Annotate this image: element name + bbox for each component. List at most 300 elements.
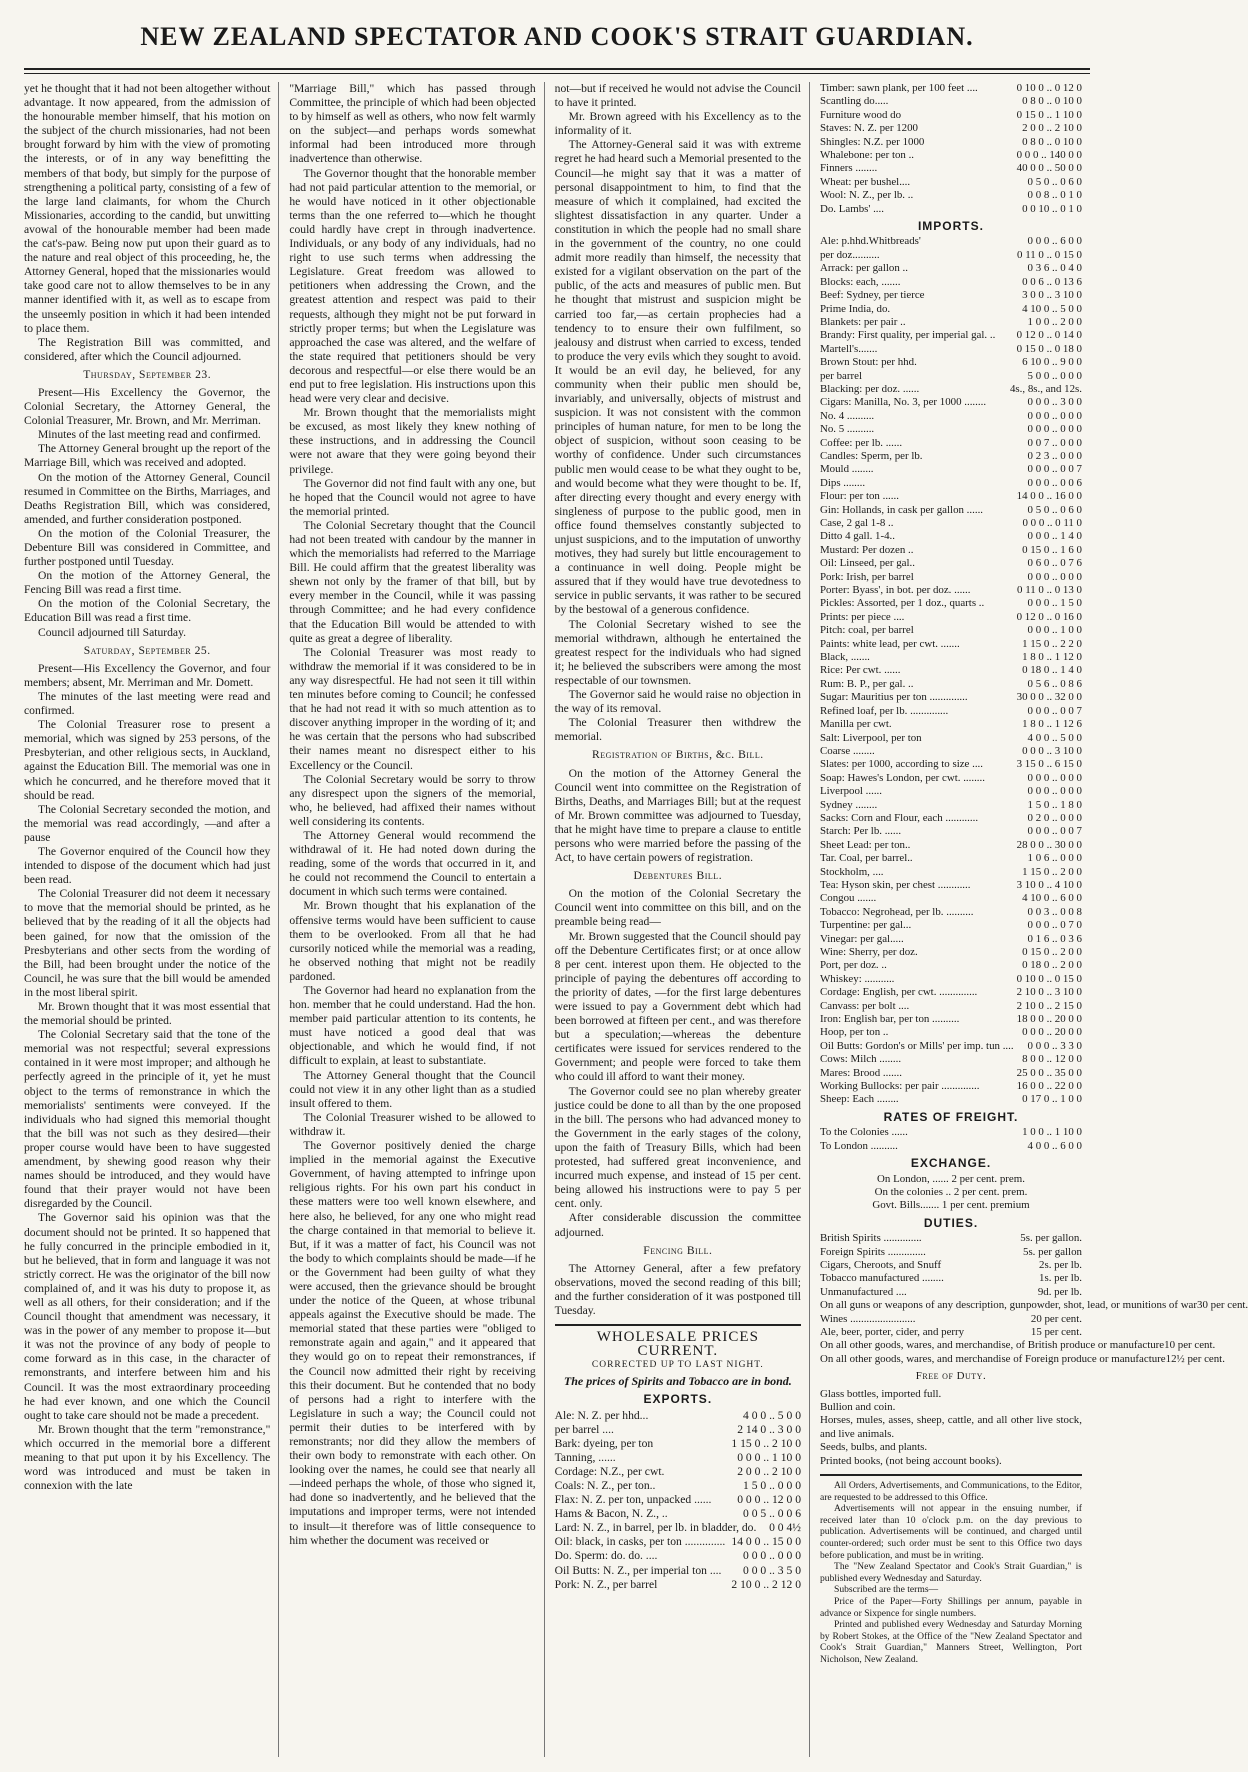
prices-note: The prices of Spirits and Tobacco are in bond.	[563, 1374, 792, 1389]
item-price: 0 18 0 .. 2 0 0	[1022, 959, 1082, 972]
item-price: 0 0 0 .. 140 0 0	[1016, 149, 1082, 162]
free-item: Printed books, (not being account books).	[819, 1454, 1002, 1467]
item-name: No. 5 ..........	[819, 423, 875, 436]
price-row	[820, 745, 1082, 758]
item-name: British Spirits ..............	[819, 1232, 922, 1245]
item-name: Ale, beer, porter, cider, and perry	[819, 1325, 965, 1338]
price-row	[820, 1326, 1082, 1339]
item-name: Tanning, ......	[554, 1450, 616, 1464]
paragraph: The Governor said he would raise no objection in the way of its removal.	[554, 688, 801, 716]
price-row	[820, 122, 1082, 135]
price-row	[820, 571, 1082, 584]
item-name: Black, .......	[819, 651, 870, 664]
item-name: Coals: N. Z., per ton..	[554, 1479, 656, 1492]
price-row	[820, 1286, 1082, 1299]
item-price: 3 0 0 .. 3 10 0	[1022, 289, 1082, 302]
item-price: 0 0 0 .. 0 0 7	[1027, 463, 1082, 476]
item-price: 0 12 0 .. 0 16 0	[1016, 610, 1082, 623]
item-name: per barrel ....	[554, 1422, 614, 1436]
item-name: Tea: Hyson skin, per chest ............	[819, 878, 971, 891]
paragraph: not—but if received he would not advise the Council to have it printed.	[554, 82, 801, 110]
item-name: Paints: white lead, per cwt. .......	[819, 637, 960, 650]
price-row	[820, 235, 1082, 248]
price-row	[820, 557, 1082, 570]
price-row	[820, 919, 1082, 932]
masthead-rule	[24, 68, 1090, 74]
price-row	[820, 678, 1082, 691]
section-heading: Registration of Births, &c. Bill.	[592, 748, 764, 762]
price-row	[820, 691, 1082, 704]
item-price: 1 0 6 .. 0 0 0	[1027, 852, 1082, 865]
price-row	[820, 584, 1082, 597]
item-price: 0 0 3 .. 0 0 8	[1027, 905, 1082, 918]
price-row	[820, 1272, 1082, 1285]
price-row	[820, 611, 1082, 624]
item-price: 0 0 0 .. 0 0 7	[1027, 825, 1082, 838]
paragraph: The Governor could see no plan whereby greater justice could be done to all than by the one proposed in the bill. The persons who had advanced money to the Government in the early stages of the colony, upon the faith of Treasury Bills, which had been protested, had suffered great inconvenience, and incurred much expense, and instead of 15 per cent. being allowed his instructions were to pay 5 per cent. only.	[554, 1084, 801, 1211]
item-price: 1 0 0 .. 2 0 0	[1027, 315, 1082, 328]
price-row	[820, 530, 1082, 543]
item-price: 4 0 0 .. 6 0 0	[1027, 1139, 1082, 1152]
item-name: Pitch: coal, per barrel	[819, 624, 914, 637]
price-row	[820, 437, 1082, 450]
section-heading: Debentures Bill.	[633, 869, 723, 883]
item-price: 14 0 0 .. 16 0 0	[1016, 490, 1082, 503]
paragraph: The Colonial Secretary wished to see the memorial withdrawn, although he entertained the greatest respect for the individuals who had signed it; he believed the subscribers were among the most respectable of our townsmen.	[554, 617, 801, 687]
price-row	[820, 1067, 1082, 1080]
paragraph: The Registration Bill was committed, and considered, after which the Council adjourned.	[24, 335, 271, 363]
item-price: 0 10 0 .. 0 15 0	[1016, 972, 1082, 985]
item-name: Staves: N. Z. per 1200	[819, 122, 918, 135]
paragraph: The Colonial Treasurer was most ready to withdraw the memorial if it was considered to be in any way disrespectful. He had not seen it till within ten minutes before coming to Council; he confessed that he had not read it with so much attention as to discover anything improper in the wording of it; and he was certain that the persons who had subscribed their names meant no disrespect either to his Excellency or the Council.	[289, 645, 536, 772]
item-name: Martell's.......	[819, 342, 878, 355]
paragraph: The Governor said his opinion was that the document should not be printed. It so happened that he fully concurred in the principle embodied in it, but he believed, that in form and language it was not strictly correct. He was the originator of the bill now complained of, and it was his duty to propose it, as well as all others, for their consideration; and if the Council thought that amendment was necessary, it was in the power of any member to propose it—but it was not the province of any body of people to come forward as in this case, in the character of remonstrants, and interfere between him and his Council. It was the most extraordinary proceeding he had ever known, and one which the Council ought to take care should not be made a precedent.	[24, 1211, 271, 1422]
item-name: Wines ........................	[819, 1312, 916, 1325]
item-name: Tobacco: Negrohead, per lb. ..........	[819, 905, 974, 918]
item-price: 10 per cent.	[1164, 1339, 1216, 1352]
price-row	[820, 812, 1082, 825]
item-price: 0 0 0 .. 3 5 0	[743, 1563, 801, 1577]
item-price: 1 8 0 .. 1 12 0	[1022, 651, 1082, 664]
item-price: 0 0 0 .. 0 0 6	[1027, 476, 1082, 489]
item-name: Rum: B. P., per gal. ..	[819, 677, 914, 690]
item-name: Vinegar: per gal.....	[819, 932, 904, 945]
free-item: Bullion and coin.	[819, 1401, 896, 1413]
column-3	[555, 82, 810, 1757]
item-name: On all other goods, wares, and merchandise, of British produce or manufacture	[819, 1339, 1165, 1352]
item-price: 30 per cent.	[1197, 1299, 1248, 1312]
price-row	[820, 109, 1082, 122]
price-row	[820, 758, 1082, 771]
item-name: Tobacco manufactured ........	[819, 1272, 944, 1285]
price-row	[820, 316, 1082, 329]
price-row	[555, 1564, 801, 1578]
paragraph: Council adjourned till Saturday.	[38, 625, 187, 639]
item-price: 2s. per lb.	[1039, 1258, 1082, 1271]
item-name: Tar. Coal, per barrel..	[819, 852, 913, 865]
item-name: Mould ........	[819, 463, 874, 476]
paragraph: On the motion of the Colonial Treasurer, the Debenture Bill was considered in Committee, and further postponed until Tuesday.	[24, 526, 271, 569]
item-name: Congou .......	[819, 892, 877, 905]
price-row	[555, 1493, 801, 1507]
paragraph: The Attorney General, after a few prefatory observations, moved the second reading of this bill; and the further consideration of it was postponed till Tuesday.	[554, 1261, 801, 1317]
item-price: 0 0 0 .. 20 0 0	[1022, 1026, 1082, 1039]
duties-table	[819, 1232, 1248, 1366]
item-price: 6 10 0 .. 9 0 0	[1022, 356, 1082, 369]
price-row	[555, 1521, 801, 1535]
notice-line: The "New Zealand Spectator and Cook's Strait Guardian," is published every Wednesday and Saturday.	[819, 1561, 1082, 1584]
item-name: Oil Butts: N. Z., per imperial ton ....	[554, 1563, 722, 1577]
item-price: 0 10 0 .. 0 12 0	[1016, 82, 1082, 94]
exchange-line: On London, ...... 2 per cent. prem.	[877, 1172, 1025, 1185]
paragraph: The Colonial Treasurer then withdrew the memorial.	[554, 716, 801, 744]
paragraph: yet he thought that it had not been altogether without advantage. It now appeared, from the admission of the honourable member himself, that his motion on the subject of the church missionaries, had not been brought forward by him with the view of promoting the interests, or of in any way benefitting the members of that body, but simply for the purpose of strengthening a political party, consisting of a few of the large land claimants, for whom the Church Missionaries, according to the candid, but unwitting avowal of the honourable member had been made the cat's-paw. Being now put upon their guard as to the nature and real object of this proceeding, he, the Attorney General, hoped that the missionaries would take good care not to allow themselves to be in any manner identified with it, as well as to escape from the unseemly position in which it had been intended to place them.	[24, 82, 271, 335]
item-price: 0 15 0 .. 1 6 0	[1022, 543, 1082, 556]
paragraph: The Colonial Treasurer did not deem it necessary to move that the memorial should be printed, as he believed that by the reading of it all the objects had been gained, for now that the omission of the Presbyterians and other sects from the wording of the Bill, had been brought under the notice of the Council, he was sure that the bill would be amended in the most liberal spirit.	[24, 887, 271, 999]
paragraph: The Attorney General thought that the Council could not view it in any other light than as a studied insult offered to them.	[289, 1068, 536, 1110]
price-row	[820, 785, 1082, 798]
paragraph: The Colonial Secretary thought that the Council had not been treated with candour by the manner in which the memorialists had referred to the Marriage Bill. He could affirm that the greatest liberality was shewn not only by the framer of that bill, but by every member in the Council, while it was passing through Committee; and he had every confidence that the Education Bill would be attended to with quite as great a degree of liberality.	[289, 518, 536, 645]
price-row	[820, 149, 1082, 162]
item-name: No. 4 ..........	[819, 409, 875, 422]
item-name: Dips ........	[819, 476, 866, 489]
paragraph: The Governor enquired of the Council how they intended to dispose of the document which had just been read.	[24, 844, 271, 887]
item-name: Mares: Brood .......	[819, 1066, 902, 1079]
item-name: Unmanufactured ....	[819, 1285, 907, 1298]
item-name: Canvass: per bolt ....	[819, 999, 910, 1012]
item-price: 9d. per lb.	[1037, 1285, 1082, 1298]
item-price: 0 0 8 .. 0 1 0	[1027, 189, 1082, 202]
item-price: 1 15 0 .. 2 2 0	[1022, 637, 1082, 650]
paragraph: Present—His Excellency the Governor, and four members; absent, Mr. Merriman and Mr. Domett.	[24, 661, 271, 689]
paragraph: Mr. Brown thought that it was most essential that the memorial should be printed.	[24, 1000, 271, 1028]
item-name: To the Colonies ......	[819, 1126, 908, 1139]
price-row	[555, 1578, 801, 1592]
item-price: 1 8 0 .. 1 12 6	[1022, 718, 1082, 731]
item-price: 2 14 0 .. 3 0 0	[737, 1422, 801, 1436]
item-price: 2 0 0 .. 2 10 0	[1022, 122, 1082, 135]
price-row	[820, 1093, 1082, 1106]
item-name: Sugar: Mauritius per ton ..............	[819, 691, 968, 704]
item-price: 1 15 0 .. 2 10 0	[731, 1436, 801, 1450]
price-row	[820, 946, 1082, 959]
item-price: 0 17 0 .. 1 0 0	[1022, 1093, 1082, 1106]
item-price: 8 0 0 .. 12 0 0	[1022, 1053, 1082, 1066]
price-row	[820, 1000, 1082, 1013]
item-price: 25 0 0 .. 35 0 0	[1016, 1066, 1082, 1079]
item-price: 0 2 3 .. 0 0 0	[1027, 449, 1082, 462]
notice-line: All Orders, Advertisements, and Communications, to the Editor, are requested to be addressed to this Office.	[819, 1480, 1082, 1503]
item-price: 0 0 0 .. 12 0 0	[737, 1493, 801, 1507]
item-name: Flax: N. Z. per ton, unpacked ......	[554, 1493, 712, 1507]
price-row	[820, 249, 1082, 262]
item-price: 0 0 10 .. 0 1 0	[1022, 202, 1082, 215]
notice-line: Price of the Paper—Forty Shillings per annum, payable in advance or Sixpence for single numbers.	[819, 1595, 1082, 1619]
price-row	[820, 892, 1082, 905]
exchange-heading: EXCHANGE.	[910, 1156, 992, 1171]
price-row	[555, 1507, 801, 1521]
price-row	[820, 450, 1082, 463]
price-row	[820, 1126, 1082, 1139]
price-row	[820, 176, 1082, 189]
item-price: 4 0 0 .. 5 0 0	[743, 1408, 801, 1422]
item-price: 0 8 0 .. 0 10 0	[1022, 95, 1082, 108]
item-price: 5s. per gallon	[1023, 1245, 1082, 1258]
item-name: Prints: per piece ....	[819, 610, 905, 623]
price-row	[820, 203, 1082, 216]
price-row	[820, 933, 1082, 946]
item-price: 12½ per cent.	[1165, 1352, 1225, 1365]
price-row	[820, 1013, 1082, 1026]
paragraph: The Governor had heard no explanation from the hon. member that he could understand. Had the hon. member paid particular attention to its contents, he must have noticed a good deal that was objectionable, and which he would find, if not difficult to explain, at least to substantiate.	[289, 984, 536, 1068]
item-price: 16 0 0 .. 22 0 0	[1016, 1080, 1082, 1093]
item-price: 0 0 0 .. 0 7 0	[1027, 919, 1082, 932]
item-name: Do. Sperm: do. do. ....	[554, 1549, 658, 1563]
item-price: 1 0 0 .. 1 10 0	[1022, 1126, 1082, 1139]
item-price: 2 10 0 .. 2 12 0	[731, 1577, 801, 1591]
price-row	[555, 1549, 801, 1563]
price-row	[820, 423, 1082, 436]
item-price: 0 8 0 .. 0 10 0	[1022, 135, 1082, 148]
exports-table	[555, 1409, 801, 1592]
item-name: Brown Stout: per hhd.	[819, 356, 917, 369]
item-price: 2 0 0 .. 2 10 0	[737, 1464, 801, 1478]
item-name: On all other goods, wares, and merchandise of Foreign produce or manufacture	[819, 1352, 1166, 1365]
item-name: Timber: sawn plank, per 100 feet ....	[819, 82, 978, 94]
paragraph: On the motion of the Attorney General, Council resumed in Committee on the Births, Marriages, and Deaths Registration Bill, which was considered, amended, and further consideration postponed.	[24, 470, 271, 526]
price-row	[820, 396, 1082, 409]
item-price: 0 3 6 .. 0 4 0	[1027, 262, 1082, 275]
item-name: per barrel	[819, 369, 863, 382]
item-name: Hoop, per ton ..	[819, 1026, 889, 1039]
notice-line: Printed and published every Wednesday and Saturday Morning by Robert Stokes, at the Office of the "New Zealand Spectator and Cook's Strait Guardian," Manners Street, Wellington, Port Nicholson, New Zealand.	[819, 1619, 1082, 1665]
paragraph: "Marriage Bill," which has passed through Committee, the principle of which had been objected to by himself as well as others, who now felt warmly on the subject—and perhaps words somewhat informal had been introduced more through inadvertence than otherwise.	[289, 82, 536, 166]
item-price: 0 0 0 .. 1 0 0	[1027, 624, 1082, 637]
item-price: 4 10 0 .. 6 0 0	[1022, 892, 1082, 905]
price-row	[820, 189, 1082, 202]
price-row	[820, 825, 1082, 838]
price-row	[820, 1313, 1082, 1326]
imports-heading: IMPORTS.	[917, 219, 984, 234]
price-row	[820, 1040, 1082, 1053]
item-price: 18 0 0 .. 20 0 0	[1016, 1013, 1082, 1026]
notice-line: Subscribed are the terms—	[833, 1584, 939, 1596]
item-name: Sheet Lead: per ton..	[819, 838, 911, 851]
item-price: 5s. per gallon.	[1020, 1232, 1082, 1245]
price-row	[820, 839, 1082, 852]
item-name: Oil Butts: Gordon's or Mills' per imp. tun ....	[819, 1039, 1014, 1052]
section-heading: Saturday, September 25.	[83, 643, 211, 657]
price-row	[820, 504, 1082, 517]
item-price: 0 0 6 .. 0 13 6	[1022, 275, 1082, 288]
price-row	[820, 303, 1082, 316]
item-name: Slates: per 1000, according to size ....	[819, 758, 983, 771]
paragraph: The Colonial Treasurer wished to be allowed to withdraw it.	[289, 1110, 536, 1138]
item-price: 0 2 0 .. 0 0 0	[1027, 811, 1082, 824]
price-row	[819, 1299, 1248, 1312]
item-price: 1 5 0 .. 0 0 0	[743, 1479, 801, 1492]
item-price: 0 0 4½	[769, 1521, 801, 1535]
price-row	[820, 383, 1082, 396]
item-price: 0 6 0 .. 0 7 6	[1027, 557, 1082, 570]
paragraph: The Attorney General would recommend the withdrawal of it. He had noted down during the reading, some of the words that occurred in it, and he could not recommend the Council to entertain a document in which such terms were contained.	[289, 828, 536, 899]
item-name: Sacks: Corn and Flour, each ............	[819, 811, 979, 824]
item-name: Coarse ........	[819, 744, 875, 757]
item-price: 0 0 0 .. 6 0 0	[1027, 235, 1082, 248]
price-row	[820, 772, 1082, 785]
paragraph: On the motion of the Attorney General the Council went into committee on the Registration of Births, Deaths, and Marriages Bill; but at the request of Mr. Brown committee was adjourned to Tuesday, that he might have time to prepare a clause to entitle persons who were married before the passing of the Act, to have certain powers of registration.	[554, 766, 801, 865]
column-1	[24, 82, 279, 1757]
duties-heading: DUTIES.	[923, 1215, 979, 1230]
item-name: Do. Lambs' ....	[819, 202, 884, 215]
price-row	[820, 370, 1082, 383]
item-name: Pickles: Assorted, per 1 doz., quarts ..	[819, 597, 985, 610]
item-name: Liverpool ......	[819, 785, 882, 798]
price-row	[820, 329, 1082, 342]
paragraph: On the motion of the Attorney General, the Fencing Bill was read a first time.	[24, 569, 271, 597]
price-row	[820, 477, 1082, 490]
item-price: 15 per cent.	[1030, 1325, 1082, 1338]
item-name: Hams & Bacon, N. Z., ..	[554, 1507, 668, 1521]
item-price: 0 0 0 .. 0 0 0	[1027, 423, 1082, 436]
price-row	[820, 1140, 1082, 1153]
price-row	[820, 866, 1082, 879]
price-row	[555, 1465, 801, 1479]
prices-subtitle: CORRECTED UP TO LAST NIGHT.	[591, 1360, 764, 1371]
item-name: Lard: N. Z., in barrel, per lb. in bladder, do.	[554, 1521, 757, 1535]
column-2	[289, 82, 544, 1757]
item-price: 0 0 0 .. 3 3 0	[1027, 1039, 1082, 1052]
item-price: 0 1 6 .. 0 3 6	[1027, 932, 1082, 945]
item-name: Foreign Spirits ..............	[819, 1245, 926, 1258]
item-name: Coffee: per lb. ......	[819, 436, 903, 449]
item-name: Ditto 4 gall. 1-4..	[819, 530, 896, 543]
price-row	[820, 1080, 1082, 1093]
prices-title: WHOLESALE PRICES CURRENT.	[555, 1324, 801, 1358]
exchange-line: On the colonies .. 2 per cent. prem.	[874, 1185, 1028, 1198]
item-price: 20 per cent.	[1030, 1312, 1082, 1325]
paragraph: The Governor did not find fault with any one, but he hoped that the Council would not agree to have the memorial printed.	[289, 476, 536, 518]
price-row	[820, 1259, 1082, 1272]
price-row	[820, 651, 1082, 664]
price-row	[820, 490, 1082, 503]
paragraph: On the motion of the Colonial Secretary the Council went into committee on this bill, and on the preamble being read—	[554, 887, 801, 929]
item-name: Cordage: English, per cwt. ..............	[819, 986, 978, 999]
item-price: 5 0 0 .. 0 0 0	[1027, 369, 1082, 382]
price-row	[820, 82, 1082, 95]
item-name: Starch: Per lb. ......	[819, 825, 902, 838]
item-name: Arrack: per gallon ..	[819, 262, 908, 275]
columns	[24, 82, 1248, 1757]
item-name: Ale: p.hhd.Whitbreads'	[819, 235, 921, 248]
item-name: Whiskey: ...........	[819, 972, 895, 985]
item-name: Salt: Liverpool, per ton	[819, 731, 922, 744]
price-row	[555, 1479, 801, 1493]
paragraph: Present—His Excellency the Governor, the Colonial Secretary, the Attorney General, the Colonial Treasurer, Mr. Brown, and Mr. Merriman.	[24, 385, 271, 428]
section-heading: Thursday, September 23.	[83, 367, 212, 381]
paragraph: The Colonial Treasurer rose to present a memorial, which was signed by 253 persons, of the Presbyterian, and other religious sects, in Auckland, against the Education Bill. The memorial was one in which he concurred, and he therefore moved that it should be read.	[24, 718, 271, 802]
item-price: 0 15 0 .. 0 18 0	[1016, 342, 1082, 355]
item-name: Cows: Milch ........	[819, 1053, 902, 1066]
paragraph: The Attorney General brought up the report of the Marriage Bill, which was received and adopted.	[24, 442, 271, 470]
item-price: 0 5 0 .. 0 6 0	[1027, 175, 1082, 188]
item-name: Cigars, Cheroots, and Snuff	[819, 1258, 942, 1271]
imports-table	[820, 235, 1082, 1106]
item-price: 0 5 0 .. 0 6 0	[1027, 503, 1082, 516]
item-name: Wool: N. Z., per lb. ..	[819, 189, 914, 202]
item-price: 0 0 0 .. 1 5 0	[1027, 597, 1082, 610]
paragraph: Mr. Brown agreed with his Excellency as to the informality of it.	[554, 110, 801, 138]
item-name: Bark: dyeing, per ton	[554, 1436, 654, 1450]
notice-line: Advertisements will not appear in the ensuing number, if received later than 10 o'clock p.m. on the day previous to publication. Advertisements will be continued, and charged until counter-ordered; such order must be sent to this Office two days before publication, and must be in writing.	[819, 1503, 1082, 1561]
item-price: 0 0 5 .. 0 0 6	[743, 1507, 801, 1521]
price-row	[820, 906, 1082, 919]
price-row	[820, 664, 1082, 677]
item-price: 4 10 0 .. 5 0 0	[1022, 302, 1082, 315]
price-row	[820, 1053, 1082, 1066]
item-price: 30 0 0 .. 32 0 0	[1016, 691, 1082, 704]
item-price: 0 15 0 .. 1 10 0	[1016, 108, 1082, 121]
price-row	[555, 1535, 801, 1549]
price-row	[820, 463, 1082, 476]
free-item: Glass bottles, imported full.	[819, 1387, 942, 1400]
item-price: 2 10 0 .. 3 10 0	[1016, 986, 1082, 999]
item-name: Gin: Hollands, in cask per gallon ......	[819, 503, 984, 516]
price-row	[819, 1352, 1225, 1366]
price-row	[819, 1339, 1216, 1352]
price-row	[820, 1246, 1082, 1259]
freight-table	[820, 1126, 1082, 1153]
section-heading: Fencing Bill.	[643, 1243, 713, 1257]
price-row	[820, 718, 1082, 731]
paragraph: The Colonial Secretary seconded the motion, and the memorial was read accordingly, —and after a pause	[24, 802, 271, 844]
price-row	[820, 705, 1082, 718]
paragraph: Minutes of the last meeting read and confirmed.	[38, 428, 261, 442]
paragraph: On the motion of the Colonial Secretary, the Education Bill was read a first time.	[24, 597, 271, 625]
price-row	[820, 356, 1082, 369]
price-row	[820, 597, 1082, 610]
price-row	[820, 799, 1082, 812]
item-name: Rice: Per cwt. ......	[819, 664, 901, 677]
item-name: Porter: Byass', in bot. per doz. ......	[819, 584, 971, 597]
paragraph: The Colonial Secretary would be sorry to throw any disrespect upon the signers of the memorial, who, he believed, had affixed their names without well considering its contents.	[289, 772, 536, 828]
item-price: 0 11 0 .. 0 13 0	[1017, 584, 1082, 597]
item-price: 0 0 0 .. 1 10 0	[737, 1450, 801, 1464]
price-row	[820, 986, 1082, 999]
price-row	[820, 276, 1082, 289]
item-name: Wheat: per bushel....	[819, 175, 911, 188]
price-row	[820, 410, 1082, 423]
item-name: Shingles: N.Z. per 1000	[819, 135, 925, 148]
paragraph: After considerable discussion the committee adjourned.	[554, 1211, 801, 1239]
price-row	[555, 1423, 801, 1437]
item-name: Oil: Linseed, per gal..	[819, 557, 915, 570]
item-name: Mustard: Per dozen ..	[819, 543, 914, 556]
price-row	[820, 959, 1082, 972]
price-row	[820, 162, 1082, 175]
item-price: 3 15 0 .. 6 15 0	[1016, 758, 1082, 771]
item-name: Stockholm, ....	[819, 865, 884, 878]
item-name: Oil: black, in casks, per ton ..............	[554, 1535, 726, 1549]
item-name: Sydney ........	[819, 798, 878, 811]
item-price: 1s. per lb.	[1039, 1272, 1082, 1285]
item-price: 14 0 0 .. 15 0 0	[731, 1535, 801, 1549]
item-name: Brandy: First quality, per imperial gal. ..	[819, 329, 996, 342]
publication-notice	[820, 1474, 1082, 1666]
item-price: 0 15 0 .. 2 0 0	[1022, 946, 1082, 958]
item-name: Whalebone: per ton ..	[819, 149, 915, 162]
paragraph: The Attorney-General said it was with extreme regret he had heard such a Memorial presented to the Council—he might say that it was a matter of personal disappointment to him, to find that the measure of which it complained, had excited the slightest dissatisfaction in any quarter. Under a constitution in which the people had no small share in the government of the country, no one could admit more readily than himself, the necessity that existed for a vigilant observation on the part of the public, of the acts and measures of public men. But he thought that mistrust and suspicion might be carried too far,—as certain prophecies had a tendency to to ensure their own fulfilment, so jealousy and distrust when carried to excess, tended to produce the very evils which they sought to avoid. It would be an evil day, he believed, for any community when their public men should be, invariably, and universally, objects of mistrust and suspicion. It was not consistent with the common principles of human nature, for men to be long the object of suspicion, without soon ceasing to be worthy of confidence. Under such circumstances public men would cease to be what they ought to be, and would become what they were thought to be. If, after directing every thought and every energy with singleness of purpose to the public good, men in office found themselves constantly subjected to unjust suspicions, and to the imputation of unworthy motives, they had surely but little encouragement to a continuance in well doing. People might be assured that if they would have true devotedness to service in public servants, it was rather to be secured by the bestowal of a generous confidence.	[554, 138, 801, 617]
